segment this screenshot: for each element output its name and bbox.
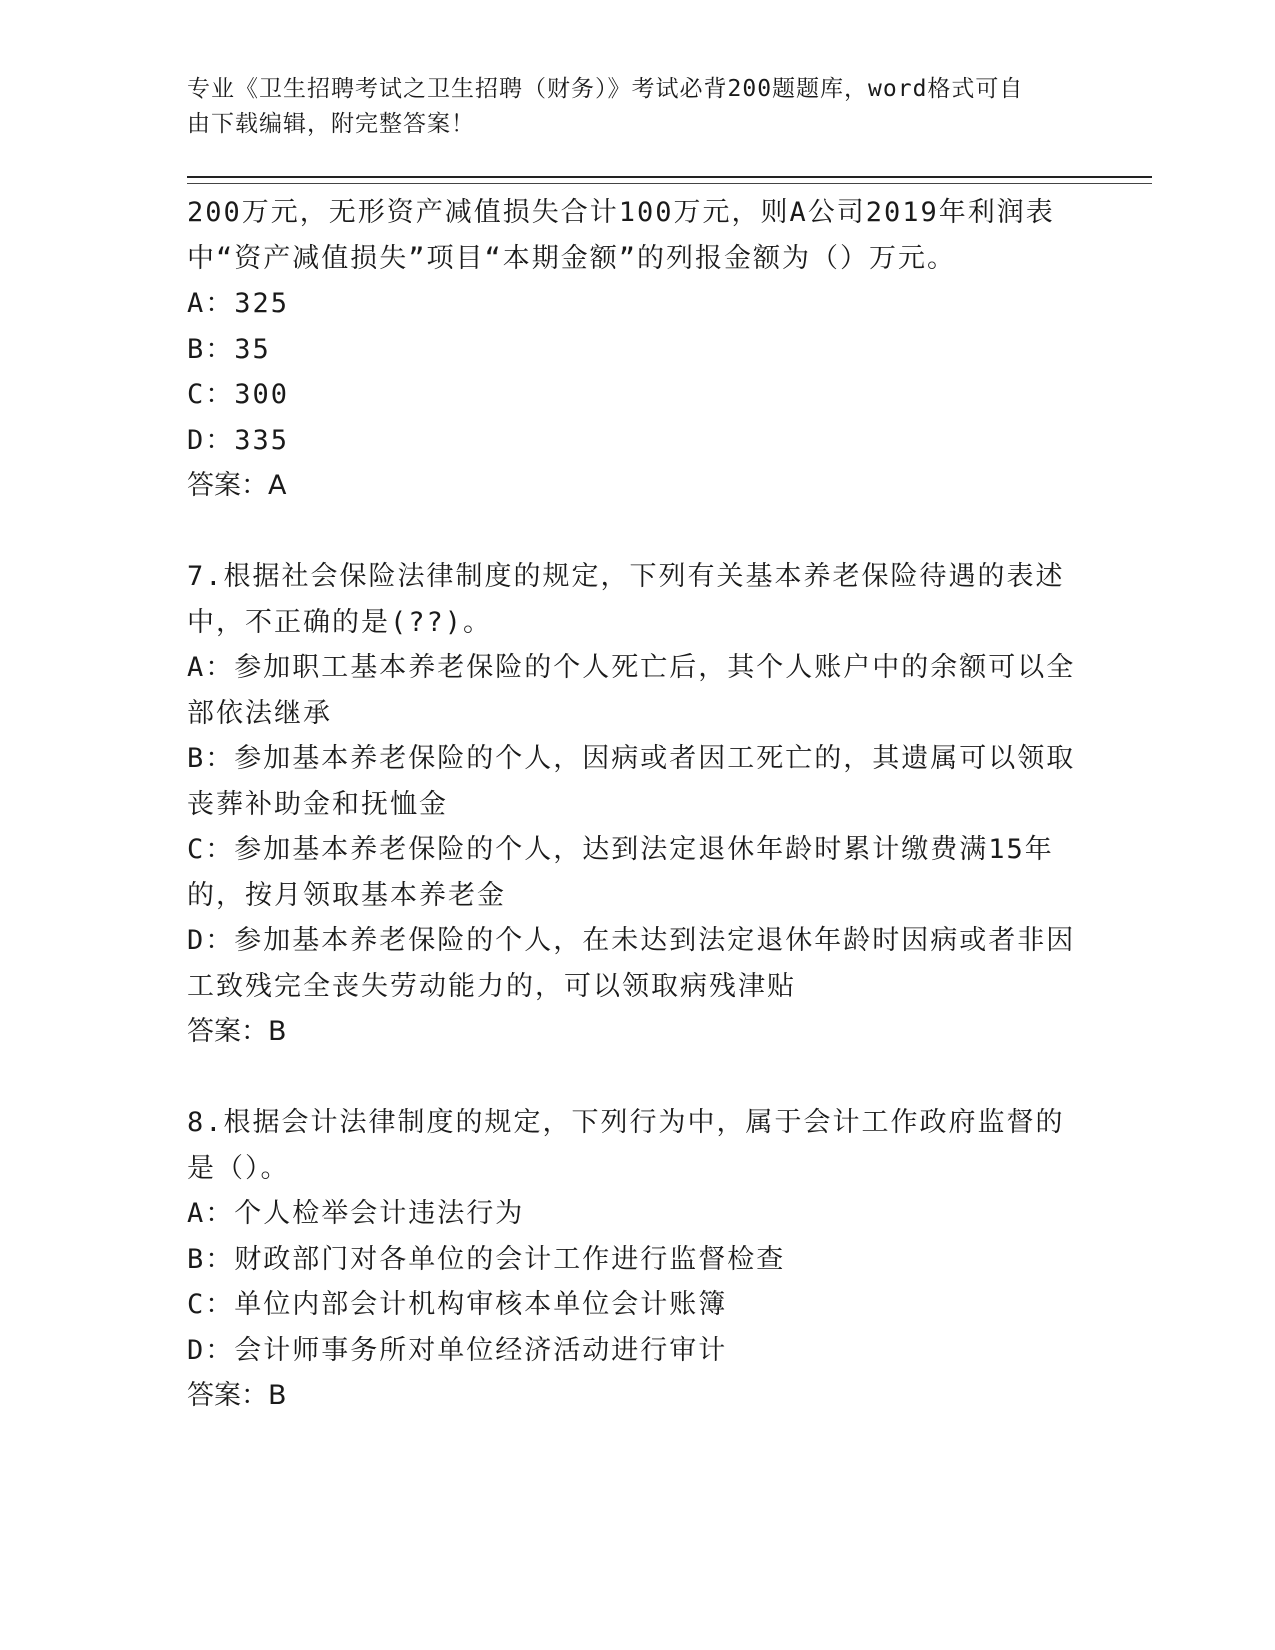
- question-7-option-a-line-2: 部依法继承: [187, 697, 332, 729]
- question-7-stem-line-1: 7.根据社会保险法律制度的规定，下列有关基本养老保险待遇的表述: [187, 561, 1065, 592]
- question-content: [187, 190, 1087, 1419]
- question-6-option-d: D：335: [187, 424, 290, 456]
- question-8-option-c: C：单位内部会计机构审核本单位会计账簿: [187, 1289, 728, 1320]
- question-8-stem-line-1: 8.根据会计法律制度的规定，下列行为中，属于会计工作政府监督的: [187, 1107, 1065, 1138]
- question-7-option-c-line-2: 的，按月领取基本养老金: [187, 879, 506, 911]
- question-7-option-d-line-1: D：参加基本养老保险的个人，在未达到法定退休年龄时因病或者非因: [187, 925, 1076, 956]
- question-6-stem-line-1: 200万元，无形资产减值损失合计100万元，则A公司2019年利润表: [187, 197, 1055, 228]
- question-7-stem-line-2: 中，不正确的是(??)。: [187, 606, 493, 638]
- spacer: [187, 509, 1087, 555]
- question-7-option-b-line-2: 丧葬补助金和抚恤金: [187, 788, 448, 820]
- question-6: [187, 190, 1087, 509]
- header-divider-thin: [187, 183, 1152, 184]
- question-7-option-b-line-1: B：参加基本养老保险的个人，因病或者因工死亡的，其遗属可以领取: [187, 743, 1076, 774]
- question-8-option-d: D：会计师事务所对单位经济活动进行审计: [187, 1334, 728, 1366]
- question-8-option-b: B：财政部门对各单位的会计工作进行监督检查: [187, 1243, 786, 1275]
- document-header: [187, 72, 1067, 142]
- question-8-answer: 答案：B: [187, 1380, 287, 1411]
- question-7-option-a-line-1: A：参加职工基本养老保险的个人死亡后，其个人账户中的余额可以全: [187, 652, 1076, 683]
- question-7-option-d-line-2: 工致残完全丧失劳动能力的，可以领取病残津贴: [187, 970, 796, 1002]
- header-line-2: 由下载编辑，附完整答案！: [187, 111, 475, 137]
- header-line-1: 专业《卫生招聘考试之卫生招聘（财务）》考试必背200题题库，word格式可自: [187, 76, 1024, 102]
- question-7-answer: 答案：B: [187, 1016, 287, 1047]
- question-8-stem-line-2: 是（）。: [187, 1152, 290, 1184]
- spacer: [187, 1055, 1087, 1101]
- header-divider-thick: [187, 176, 1152, 178]
- question-8: [187, 1100, 1087, 1419]
- question-6-option-c: C：300: [187, 379, 290, 410]
- question-7: [187, 554, 1087, 1055]
- question-7-option-c-line-1: C：参加基本养老保险的个人，达到法定退休年龄时累计缴费满15年: [187, 834, 1054, 865]
- question-8-option-a: A：个人检举会计违法行为: [187, 1198, 525, 1229]
- question-6-stem-line-2: 中“资产减值损失”项目“本期金额”的列报金额为（）万元。: [187, 242, 957, 274]
- question-6-option-a: A：325: [187, 288, 290, 319]
- question-6-option-b: B：35: [187, 333, 271, 365]
- question-6-answer: 答案：A: [187, 470, 287, 501]
